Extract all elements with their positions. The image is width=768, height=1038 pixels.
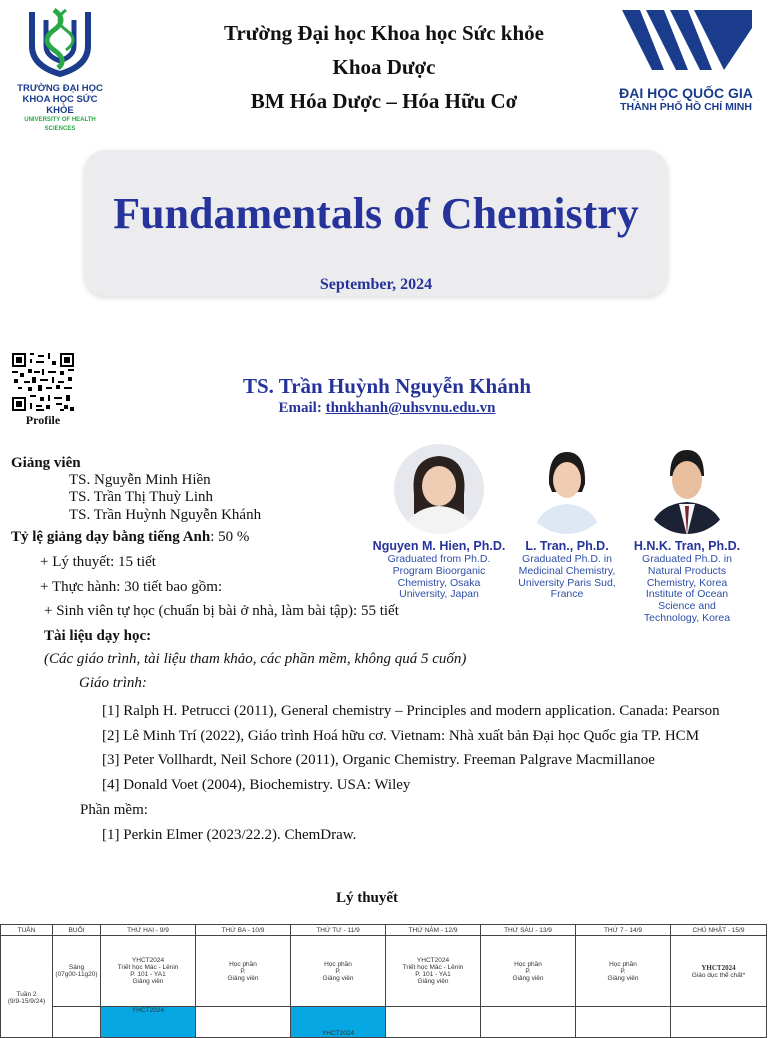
- schedule-cell[interactable]: [481, 1007, 576, 1038]
- email-link[interactable]: thnkhanh@uhsvnu.edu.vn: [325, 400, 496, 416]
- national-university-emblem-icon: [612, 8, 760, 80]
- faculty-name: Khoa Dược: [332, 55, 436, 79]
- schedule-cell[interactable]: Học phần P. Giảng viên: [481, 936, 576, 1007]
- col-header: THỨ 7 - 14/9: [576, 925, 671, 936]
- textbook-heading: Giáo trình:: [79, 675, 147, 691]
- portrait-woman-icon: [522, 444, 612, 534]
- instructor-1: TS. Nguyễn Minh Hiền: [69, 472, 211, 488]
- textbook-item: [2] Lê Minh Trí (2022), Giáo trình Hoá hữu cơ. Vietnam: Nhà xuất bản Đại học Quốc gia TP. HCM: [102, 728, 700, 744]
- col-header: TUẦN: [1, 925, 53, 936]
- schedule-cell[interactable]: YHCT2024: [291, 1007, 386, 1038]
- col-header: THỨ SÁU - 13/9: [481, 925, 576, 936]
- col-header: THỨ HAI - 9/9: [101, 925, 196, 936]
- schedule-header-row: [1, 925, 767, 936]
- textbook-item: [4] Donald Voet (2004), Biochemistry. USA: Wiley: [102, 777, 411, 793]
- qr-label: Profile: [25, 413, 61, 427]
- col-header: CHỦ NHẬT - 15/9: [671, 925, 767, 936]
- materials-heading: Tài liệu dạy học:: [44, 628, 152, 644]
- session-cell: Sáng (07g00-11g20): [53, 936, 101, 1007]
- university-logo-right: [612, 8, 760, 114]
- university-name: Trường Đại học Khoa học Sức khỏe: [224, 21, 544, 45]
- photo-tran-hnk: [642, 444, 732, 534]
- profile-qr-code[interactable]: [12, 353, 74, 411]
- left-logo-line2: KHOA HỌC SỨC KHỎE: [22, 94, 98, 116]
- left-logo-line3: UNIVERSITY OF HEALTH SCIENCES: [24, 117, 96, 132]
- col-header: BUỔI: [53, 925, 101, 936]
- lead-lecturer-email: [160, 400, 614, 417]
- materials-note: (Các giáo trình, tài liệu tham khảo, các phần mềm, không quá 5 cuốn): [44, 651, 467, 667]
- profile-desc-tran-hnk: Graduated Ph.D. in Natural Products Chemistry, Korea Institute of Ocean Science and Technology, Korea: [642, 553, 732, 624]
- schedule-cell[interactable]: [576, 1007, 671, 1038]
- course-title: Fundamentals of Chemistry: [113, 189, 639, 238]
- schedule-cell[interactable]: YHCT2024 Triết học Mác - Lênin P. 101 - YA1 Giảng viên: [386, 936, 481, 1007]
- email-label: Email:: [278, 400, 326, 416]
- textbook-item: [1] Ralph H. Petrucci (2011), General chemistry – Principles and modern application. Canada: Pearson: [102, 703, 720, 719]
- schedule-cell[interactable]: Học phần P. Giảng viên: [196, 936, 291, 1007]
- left-logo-line1: TRƯỜNG ĐẠI HỌC: [17, 83, 103, 94]
- col-header: THỨ BA - 10/9: [196, 925, 291, 936]
- col-header: THỨ TƯ - 11/9: [291, 925, 386, 936]
- instructors-heading: Giảng viên: [11, 455, 81, 471]
- qr-code-icon: [12, 353, 74, 411]
- instructor-3: TS. Trần Huỳnh Nguyễn Khánh: [69, 507, 262, 523]
- english-ratio: [11, 528, 249, 546]
- software-item: [1] Perkin Elmer (2023/22.2). ChemDraw.: [102, 827, 357, 843]
- schedule-table: [0, 924, 767, 1038]
- instructor-2: TS. Trần Thị Thuỳ Linh: [69, 489, 214, 505]
- photo-hien: [394, 444, 484, 534]
- course-date: September, 2024: [319, 276, 433, 293]
- schedule-cell[interactable]: [196, 1007, 291, 1038]
- schedule-cell[interactable]: YHCT2024 Giáo dục thể chất*: [671, 936, 767, 1007]
- profile-desc-hien: Graduated from Ph.D. Program Bioorganic Chemistry, Osaka University, Japan: [387, 553, 491, 601]
- english-ratio-value: : 50 %: [210, 529, 250, 545]
- lead-lecturer-name: TS. Trần Huỳnh Nguyễn Khánh: [242, 374, 532, 398]
- hours-self-study: + Sinh viên tự học (chuẩn bị bài ở nhà, làm bài tập): 55 tiết: [44, 603, 399, 619]
- profile-name-tran-l: L. Tran., Ph.D.: [525, 539, 609, 553]
- profile-name-hien: Nguyen M. Hien, Ph.D.: [372, 539, 506, 553]
- schedule-cell[interactable]: YHCT2024 Triết học Mác - Lênin P. 101 - YA1 Giảng viên: [101, 936, 196, 1007]
- week-cell: Tuần 2 (9/9-15/9/24): [1, 936, 53, 1038]
- textbook-item: [3] Peter Vollhardt, Neil Schore (2011), Organic Chemistry. Freeman Palgrave Macmillanoe: [102, 752, 655, 768]
- right-logo-line2: THÀNH PHỐ HỒ CHÍ MINH: [620, 101, 752, 113]
- schedule-cell[interactable]: [386, 1007, 481, 1038]
- department-name: BM Hóa Dược – Hóa Hữu Cơ: [250, 89, 518, 113]
- schedule-row: [1, 1007, 767, 1038]
- schedule-row: [1, 936, 767, 1007]
- portrait-man-icon: [642, 444, 732, 534]
- schedule-cell[interactable]: YHCT2024: [101, 1007, 196, 1038]
- col-header: THỨ NĂM - 12/9: [386, 925, 481, 936]
- schedule-cell[interactable]: [671, 1007, 767, 1038]
- schedule-cell[interactable]: Học phần P. Giảng viên: [576, 936, 671, 1007]
- right-logo-line1: ĐẠI HỌC QUỐC GIA: [619, 85, 753, 101]
- portrait-woman-icon: [394, 444, 484, 534]
- session-cell: [53, 1007, 101, 1038]
- profile-desc-tran-l: Graduated Ph.D. in Medicinal Chemistry, University Paris Sud, France: [518, 553, 616, 601]
- hours-practice: + Thực hành: 30 tiết bao gồm:: [40, 579, 223, 595]
- profile-name-tran-hnk: H.N.K. Tran, Ph.D.: [633, 539, 741, 553]
- photo-tran-l: [522, 444, 612, 534]
- english-ratio-label: Tỷ lệ giảng dạy bằng tiếng Anh: [11, 529, 211, 545]
- hours-theory: + Lý thuyết: 15 tiết: [40, 554, 156, 570]
- schedule-cell[interactable]: Học phần P. Giảng viên: [291, 936, 386, 1007]
- schedule-title: Lý thuyết: [335, 890, 399, 906]
- software-heading: Phần mềm:: [80, 802, 148, 818]
